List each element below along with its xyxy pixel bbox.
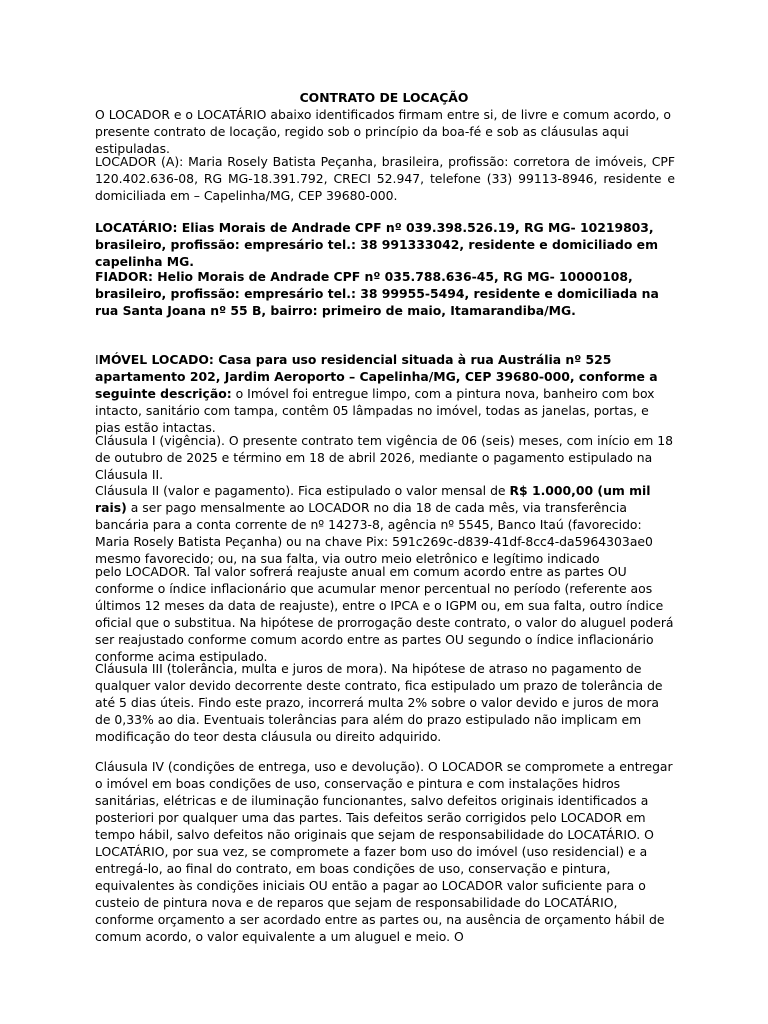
clausula-4-paragraph: Cláusula IV (condições de entrega, uso e devolução). O LOCADOR se compromete a entregar o imóvel em boas condições de uso, conservação e pintura e com instalações hidros sanitárias, elétricas e de iluminação funcionantes, salvo defeitos originais identificados a posteriori por qualquer uma das partes. Tais defeitos serão corrigidos pelo LOCADOR em tempo hábil, salvo defeitos não originais que sejam de responsabilidade do LOCATÁRIO. O LOCATÁRIO, por sua vez, se compromete a fazer bom uso do imóvel (uso residencial) e a entregá-lo, ao final do contrato, em boas condições de uso, conservação e pintura, equivalentes às condições iniciais OU então a pagar ao LOCADOR valor suficiente para o custeio de pintura nova e de reparos que sejam de responsabilidade do LOCATÁRIO, conforme orçamento a ser acordado entre as partes ou, na ausência de orçamento hábil de comum acordo, o valor equivalente a um aluguel e meio. O <box>95 759 673 944</box>
clausula-2-valor: R$ 1.000,00 (um mil rais) <box>95 483 651 515</box>
clausula-2-continuation: pelo LOCADOR. Tal valor sofrerá reajuste anual em comum acordo entre as partes OU conforme o índice inflacionário que acumular menor percentual no período (referente aos últimos 12 meses da data de reajuste), entre o IPCA e o IGPM ou, em sua falta, outro índice oficial que o substitua. Na hipótese de prorrogação deste contrato, o valor do aluguel poderá ser reajustado conforme comum acordo entre as partes OU segundo o índice inflacionário conforme acima estipulado. <box>95 564 674 664</box>
imovel-description: o Imóvel foi entregue limpo, com a pintura nova, banheiro com box intacto, sanitário com tampa, contêm 05 lâmpadas no imóvel, todas as janelas, portas, e pias estão intactas. <box>95 386 655 435</box>
locador-paragraph: LOCADOR (A): Maria Rosely Batista Peçanha, brasileira, profissão: corretora de imóveis, CPF 120.402.636-08, RG MG-18.391.792, CRECI 52.947, telefone (33) 99113-8946, residente e domiciliada em – Capelinha/MG, CEP 39680-000. <box>95 154 675 203</box>
clausula-3-paragraph: Cláusula III (tolerância, multa e juros de mora). Na hipótese de atraso no pagamento de qualquer valor devido decorrente deste contrato, fica estipulado um prazo de tolerância de até 5 dias úteis. Findo este prazo, incorrerá multa 2% sobre o valor devido e juros de mora de 0,33% ao dia. Eventuais tolerâncias para além do prazo estipulado não implicam em modificação do teor desta cláusula ou direito adquirido. <box>95 661 663 744</box>
imovel-paragraph <box>95 351 675 436</box>
fiador-paragraph: FIADOR: Helio Morais de Andrade CPF nº 035.788.636-45, RG MG- 10000108, brasileiro, profissão: empresário tel.: 38 99955-5494, residente e domiciliada na rua Santa Joana nº 55 B, bairro: primeiro de maio, Itamarandiba/MG. <box>95 269 659 318</box>
locatario-paragraph: LOCATÁRIO: Elias Morais de Andrade CPF nº 039.398.526.19, RG MG- 10219803, brasileiro, profissão: empresário tel.: 38 991333042, residente e domiciliado em capelinha MG. <box>95 220 658 269</box>
clausula-2-text-b: a ser pago mensalmente ao LOCADOR no dia 18 de cada mês, via transferência bancária para a conta corrente de nº 14273-8, agência nº 5545, Banco Itaú (favorecido: Maria Rosely Batista Peçanha) ou na chave Pix: 591c269c-d839-41df-8cc4-da5964303ae0 mesmo favorecido; ou, na sua falta, via outro meio eletrônico e legítimo indicado <box>95 500 653 566</box>
clausula-2-paragraph <box>95 482 675 567</box>
clausula-1-paragraph: Cláusula I (vigência). O presente contrato tem vigência de 06 (seis) meses, com início em 18 de outubro de 2025 e término em 18 de abril 2026, mediante o pagamento estipulado na Cláusula II. <box>95 433 673 482</box>
imovel-initial: I <box>95 352 99 367</box>
contract-title: CONTRATO DE LOCAÇÃO <box>299 90 469 105</box>
clausula-2-text-a: Cláusula II (valor e pagamento). Fica estipulado o valor mensal de <box>95 483 510 498</box>
imovel-heading: MÓVEL LOCADO: Casa para uso residencial situada à rua Austrália nº 525 apartamento 202, Jardim Aeroporto – Capelinha/MG, CEP 39680-000, conforme a seguinte descrição: <box>95 352 658 401</box>
intro-paragraph: O LOCADOR e o LOCATÁRIO abaixo identificados firmam entre si, de livre e comum acordo, o presente contrato de locação, regido sob o princípio da boa-fé e sob as cláusulas aqui estipuladas. <box>95 107 671 156</box>
